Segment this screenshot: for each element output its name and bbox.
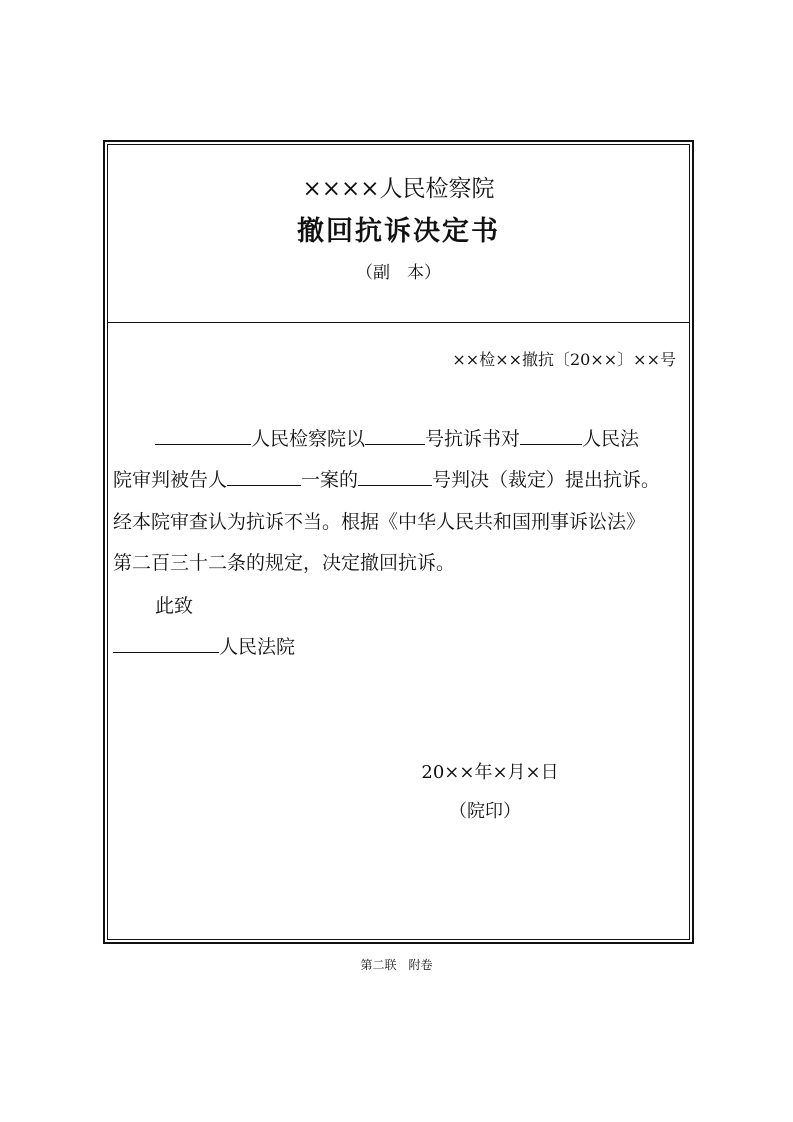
body-line-1 — [113, 424, 691, 451]
blank-defendant[interactable] — [227, 465, 301, 486]
body-text-segment: 一案的 — [301, 469, 359, 491]
salutation — [113, 591, 691, 618]
body-line-2 — [113, 465, 691, 492]
seal-label: （院印） — [449, 801, 521, 822]
body-text-segment: 院审判被告人 — [113, 469, 228, 491]
body-text-segment: 号抗诉书对 — [425, 428, 521, 450]
header-divider — [107, 322, 690, 323]
salutation-text: 此致 — [155, 595, 194, 617]
document-title: 撤回抗诉决定书 — [297, 216, 500, 247]
body-line-3: 经本院审查认为抗诉不当。根据《中华人民共和国刑事诉讼法》 — [113, 511, 646, 533]
recipient-line — [113, 632, 691, 659]
blank-recipient-court[interactable] — [113, 632, 219, 653]
footer-copy-label: 第二联 附卷 — [360, 958, 433, 972]
recipient-suffix: 人民法院 — [219, 636, 296, 658]
body-text-segment: 号判决（裁定）提出抗诉。 — [432, 469, 661, 491]
document-number: ××检××撤抗〔20××〕××号 — [452, 350, 676, 369]
body-text-segment: 人民检察院以 — [251, 428, 366, 450]
blank-court[interactable] — [520, 424, 582, 445]
blank-judgment-number[interactable] — [358, 465, 432, 486]
blank-procuratorate[interactable] — [155, 424, 251, 445]
body-text-segment: 人民法 — [582, 428, 640, 450]
copy-mark: （副 本） — [356, 263, 441, 283]
agency-name: ××××人民检察院 — [302, 176, 495, 202]
signature-date: 20××年×月×日 — [421, 762, 559, 783]
body-line-4: 第二百三十二条的规定，决定撤回抗诉。 — [113, 552, 456, 574]
blank-protest-number[interactable] — [365, 424, 425, 445]
